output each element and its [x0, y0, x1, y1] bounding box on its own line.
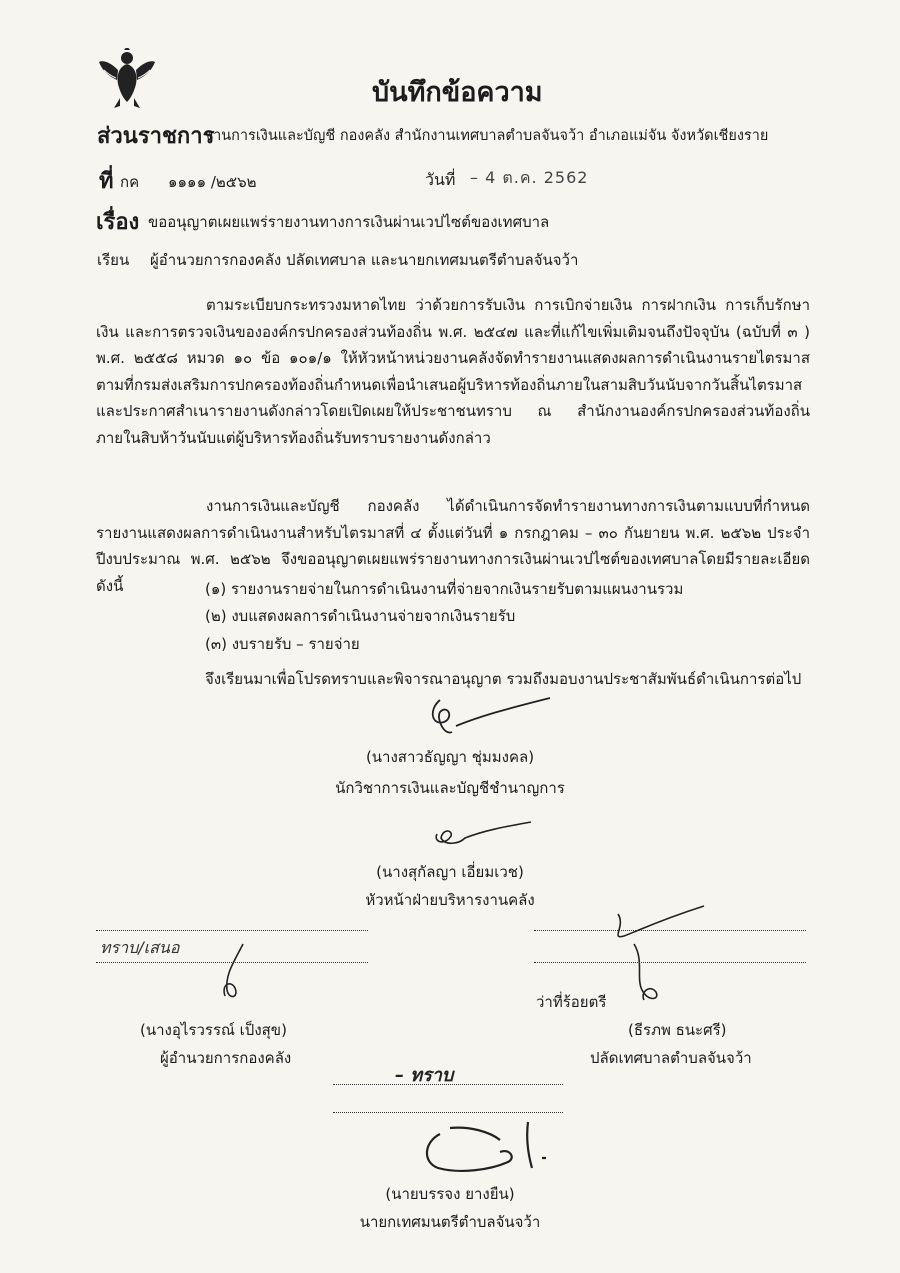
signature-2: [425, 820, 535, 856]
memo-title: บันทึกข้อความ: [372, 77, 543, 108]
signer-4-rank: ว่าที่ร้อยตรี: [536, 993, 607, 1011]
closing-text: จึงเรียนมาเพื่อโปรดทราบและพิจารณาอนุญาต รวมถึงมอบงานประชาสัมพันธ์ดำเนินการต่อไป: [205, 670, 802, 688]
signer-1-name: (นางสาวธัญญา ชุ่มมงคล): [365, 748, 535, 766]
to-label: เรียน: [97, 251, 130, 269]
to-value: ผู้อำนวยการกองคลัง ปลัดเทศบาล และนายกเทศมนตรีตำบลจันจว้า: [150, 251, 579, 269]
list-item: (๒) งบแสดงผลการดำเนินงานจ่ายจากเงินรายรับ: [205, 607, 516, 625]
subject-label: เรื่อง: [96, 210, 140, 235]
signer-2-name: (นางสุกัลญา เอี่ยมเวช): [376, 863, 524, 881]
signer-5-name: (นายบรรจง ยางยืน): [385, 1185, 515, 1203]
signer-3-title: ผู้อำนวยการกองคลัง: [160, 1049, 292, 1067]
garuda-emblem-icon: [98, 48, 156, 110]
dotted-line: [534, 930, 806, 931]
handwritten-note: ทราบ/เสนอ: [100, 938, 180, 957]
subject-value: ขออนุญาตเผยแพร่รายงานทางการเงินผ่านเวปไซต์ของเทศบาล: [148, 213, 550, 231]
signer-2-title: หัวหน้าฝ่ายบริหารงานคลัง: [365, 891, 535, 909]
body-paragraph-2: งานการเงินและบัญชี กองคลัง ได้ดำเนินการจัดทำรายงานทางการเงินตามแบบที่กำหนด รายงานแสดงผลการดำเนินงานสำหรับไตรมาสที่ ๔ ตั้งแต่วันที่ ๑ กรกฎาคม – ๓๐ กันยายน พ.ศ. ๒๕๖๒ ประจำปีงบประมาณ พ.ศ. ๒๕๖๒ จึงขออนุญาตเผยแพร่รายงานทางการเงินผ่านเวปไซต์ของเทศบาลโดยมีรายละเอียดดังนี้: [96, 497, 810, 595]
ref-prefix: กค: [120, 173, 140, 191]
signature-1: [410, 692, 560, 742]
list-item: (๑) รายงานรายจ่ายในการดำเนินงานที่จ่ายจากเงินรายรับตามแผนงานรวม: [205, 580, 684, 598]
agency-label: ส่วนราชการ: [97, 124, 215, 149]
signer-4-name: (ธีรภพ ธนะศรี): [628, 1021, 727, 1039]
ref-number: ๑๑๑๑ /๒๕๖๒: [168, 173, 257, 191]
dotted-line: [534, 962, 806, 963]
dotted-line: [333, 1112, 563, 1113]
date-stamp: – 4 ต.ค. 2562: [470, 168, 589, 187]
ref-label: ที่: [99, 169, 114, 194]
signature-5: [410, 1118, 560, 1180]
dotted-line: [333, 1084, 563, 1085]
signer-3-name: (นางอุไรวรรณ์ เป็งสุข): [140, 1021, 287, 1039]
signer-4-title: ปลัดเทศบาลตำบลจันจว้า: [590, 1049, 752, 1067]
body-paragraph-1: ตามระเบียบกระทรวงมหาดไทย ว่าด้วยการรับเงิน การเบิกจ่ายเงิน การฝากเงิน การเก็บรักษาเงิน และการตรวจเงินขององค์กรปกครองส่วนท้องถิ่น พ.ศ. ๒๕๔๗ และที่แก้ไขเพิ่มเติมจนถึงปัจจุบัน (ฉบับที่ ๓ ) พ.ศ. ๒๕๕๘ หมวด ๑๐ ข้อ ๑๐๑/๑ ให้หัวหน้าหน่วยงานคลังจัดทำรายงานแสดงผลการดำเนินงานรายไตรมาสตามที่กรมส่งเสริมการปกครองท้องถิ่นกำหนดเพื่อนำเสนอผู้บริหารท้องถิ่นภายในสามสิบวันนับจากวันสิ้นไตรมาสและประกาศสำเนารายงานดังกล่าวโดยเปิดเผยให้ประชาชนทราบ ณ สำนักงานองค์กรปกครองส่วนท้องถิ่นภายในสิบห้าวันนับแต่ผู้บริหารท้องถิ่นรับทราบรายงานดังกล่าว: [96, 296, 810, 447]
signer-1-title: นักวิชาการเงินและบัญชีชำนาญการ: [335, 779, 565, 797]
signer-5-title: นายกเทศมนตรีตำบลจันจว้า: [359, 1213, 541, 1231]
dotted-line: [96, 930, 368, 931]
signature-3: [205, 940, 265, 1006]
mayor-handwritten-note: – ทราบ: [395, 1065, 454, 1086]
agency-value: งานการเงินและบัญชี กองคลัง สำนักงานเทศบาลตำบลจันจว้า อำเภอแม่จัน จังหวัดเชียงราย: [206, 128, 769, 144]
list-item: (๓) งบรายรับ – รายจ่าย: [205, 635, 360, 653]
signature-4: [600, 900, 720, 1010]
date-label: วันที่: [425, 170, 456, 189]
